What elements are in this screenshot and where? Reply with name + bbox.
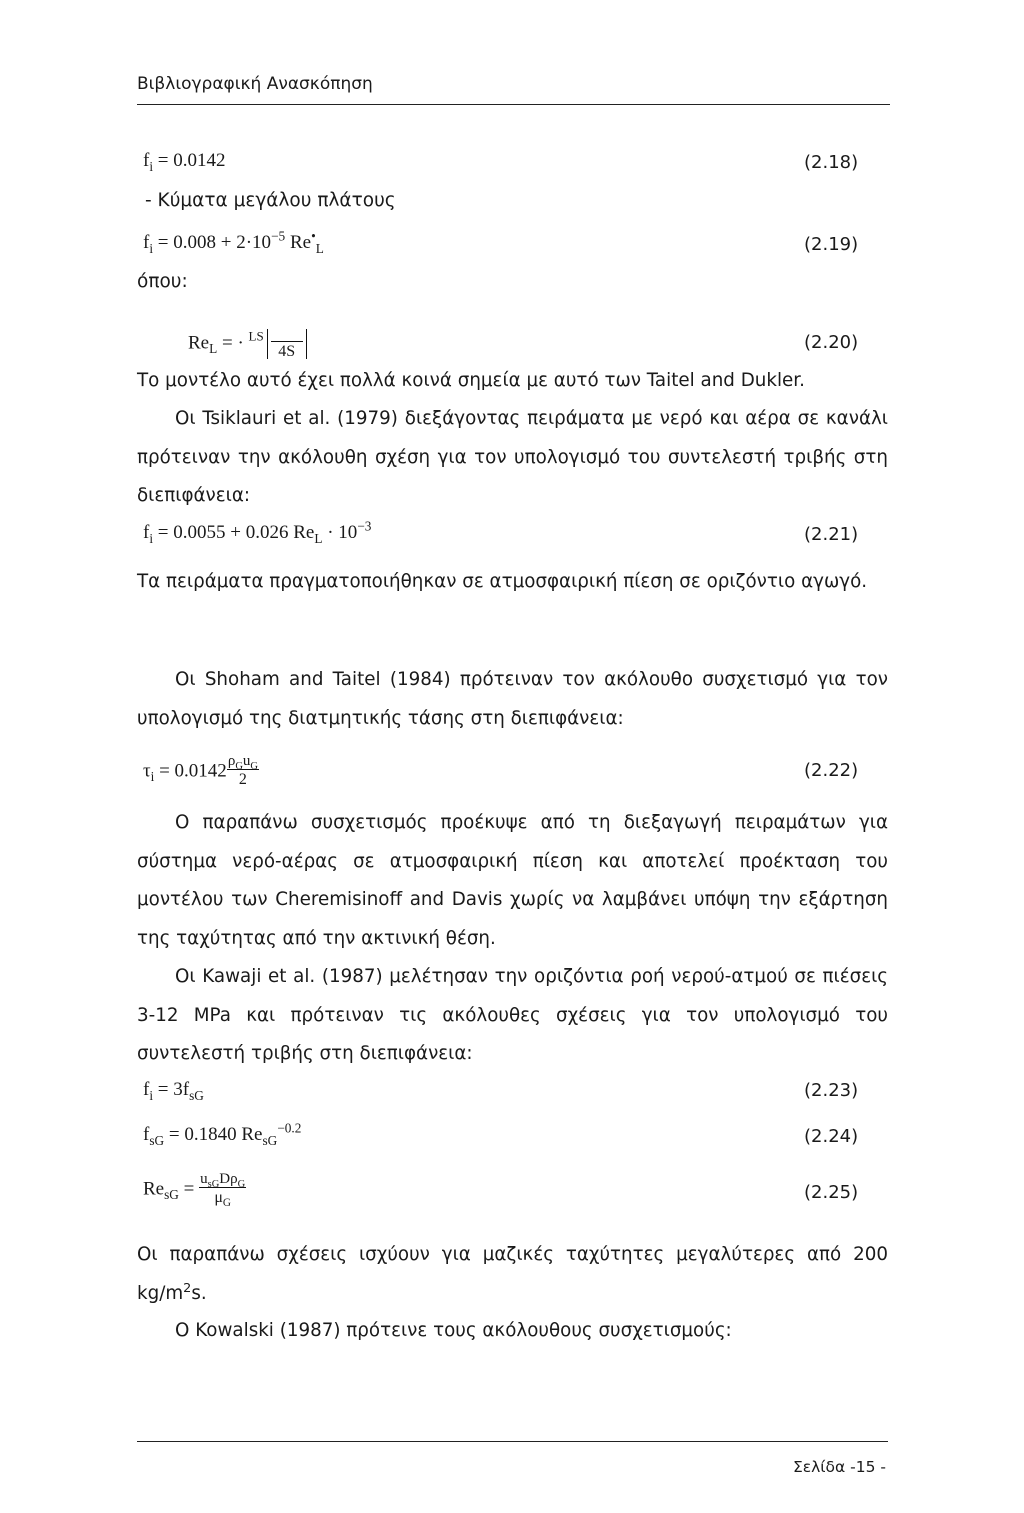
- eq-lhs-sub: sG: [164, 1187, 179, 1203]
- eq-lhs-sub: L: [209, 341, 218, 357]
- eq-lhs-sub: i: [149, 530, 154, 546]
- u-symbol: u: [200, 1171, 208, 1187]
- eq-fraction-num: [227, 754, 259, 770]
- equation-2-25: [143, 1172, 246, 1208]
- unit-suffix: s.: [191, 1282, 207, 1304]
- u-sub: G: [250, 761, 258, 772]
- where-label: όπου:: [137, 271, 188, 292]
- eq-lhs-sub: i: [149, 1087, 154, 1103]
- paragraph-experiments: Τα πειράματα πραγματοποιήθηκαν σε ατμοσφαιρική πίεση σε οριζόντιο αγωγό.: [137, 571, 868, 592]
- eq-lhs-sub: i: [149, 240, 154, 256]
- mu-symbol: μ: [214, 1189, 223, 1206]
- equation-number-2-23: (2.23): [804, 1080, 859, 1101]
- rho-sub: G: [235, 761, 243, 772]
- eq-rhs-sub: sG: [189, 1087, 204, 1103]
- eq-lhs: Re: [188, 332, 210, 354]
- equation-2-22: [143, 754, 259, 790]
- eq-rhs-sup: −3: [357, 518, 372, 534]
- footer-rule: [137, 1441, 888, 1442]
- equation-2-18: [143, 150, 226, 172]
- eq-rhs: = 0.0142: [154, 760, 227, 782]
- eq-fraction-den: 2: [238, 771, 247, 788]
- paragraph-kawaji: Οι Kawaji et al. (1987) μελέτησαν την οριζόντια ροή νερού-ατμού σε πιέσεις 3-12 MPa και πρότειναν τις ακόλουθες σχέσεις για τον υπολογισμό του συντελεστή τριβής στη διεπιφάνεια:: [137, 966, 888, 1064]
- eq-fraction: [199, 1172, 246, 1208]
- paragraph-tsiklauri: Οι Tsiklauri et al. (1979) διεξάγοντας πειράματα με νερό και αέρα σε κανάλι πρότειναν την ακόλουθη σχέση για τον υπολογισμό του συντελεστή τριβής στη διεπιφάνεια:: [137, 408, 888, 506]
- eq-fraction-den: [199, 1188, 246, 1208]
- equation-number-2-18: (2.18): [804, 152, 859, 173]
- eq-lhs: f: [143, 1079, 150, 1100]
- bracket-right: [306, 329, 307, 359]
- eq-fraction-num: [199, 1172, 246, 1188]
- eq-equals: =: [178, 1178, 200, 1200]
- equation-number-2-21: (2.21): [804, 524, 859, 545]
- eq-lhs: f: [143, 522, 150, 543]
- eq-rhs-b-sub: L: [315, 240, 324, 256]
- eq-rhs-b-sup: •: [311, 228, 316, 244]
- mu-sub: G: [222, 1197, 231, 1210]
- equation-2-20: [188, 326, 310, 362]
- eq-rhs-sup: −5: [271, 228, 286, 244]
- eq-top-label: LS: [248, 328, 264, 344]
- paragraph-taitel-dukler: Το μοντέλο αυτό έχει πολλά κοινά σημεία με αυτό των Taitel and Dukler.: [137, 370, 805, 391]
- equation-2-23: [143, 1079, 204, 1101]
- equation-2-21: [143, 518, 372, 546]
- rho-sub: G: [237, 1179, 246, 1190]
- eq-lhs-sub: sG: [149, 1132, 165, 1148]
- bracket-left: [267, 329, 268, 359]
- eq-rhs-a: = 0.008 + 2·10: [153, 232, 272, 253]
- paragraph-mass-velocity-text: Οι παραπάνω σχέσεις ισχύουν για μαζικές ταχύτητες μεγαλύτερες από 200 kg/m: [137, 1244, 888, 1304]
- eq-equals: = ·: [217, 332, 249, 354]
- eq-lhs: τ: [143, 760, 151, 782]
- equation-2-24: [143, 1120, 302, 1148]
- eq-rhs-sub: sG: [262, 1132, 278, 1148]
- eq-rhs-sub: L: [314, 530, 323, 546]
- paragraph-shoham-taitel: Οι Shoham and Taitel (1984) πρότειναν τον ακόλουθο συσχετισμό για τον υπολογισμό της διατμητικής τάσης στη διεπιφάνεια:: [137, 669, 888, 729]
- u-symbol: u: [242, 753, 251, 769]
- equation-number-2-25: (2.25): [804, 1182, 859, 1203]
- equation-2-19: [143, 228, 324, 256]
- eq-fraction-den: 4S: [278, 343, 296, 360]
- eq-fraction: [271, 326, 303, 362]
- eq-rhs: = 3f: [153, 1079, 190, 1100]
- equation-number-2-20: (2.20): [804, 332, 859, 353]
- header-rule: [137, 104, 890, 105]
- eq-rhs-sup: −0.2: [277, 1120, 302, 1136]
- eq-lhs-sub: i: [149, 158, 154, 174]
- paragraph-mass-velocity: [137, 1236, 888, 1313]
- eq-rhs-a: = 0.0055 + 0.026 Re: [153, 522, 315, 543]
- eq-lhs: f: [143, 150, 150, 171]
- page-number: Σελίδα -15 -: [792, 1458, 886, 1476]
- subheading-large-waves: - Κύματα μεγάλου πλάτους: [145, 190, 396, 211]
- eq-lhs: f: [143, 232, 150, 253]
- running-header: Βιβλιογραφική Ανασκόπηση: [137, 74, 373, 94]
- paragraph-kowalski: Ο Kowalski (1987) πρότεινε τους ακόλουθους συσχετισμούς:: [175, 1320, 732, 1341]
- eq-lhs: Re: [143, 1178, 165, 1200]
- eq-fraction: [227, 754, 259, 790]
- eq-rhs-b: · 10: [322, 522, 358, 543]
- eq-lhs: f: [143, 1124, 150, 1145]
- eq-rhs-b: Re: [285, 232, 312, 253]
- equation-number-2-22: (2.22): [804, 760, 859, 781]
- d-rho-symbol: Dρ: [219, 1171, 238, 1187]
- u-sub: sG: [207, 1179, 220, 1190]
- equation-number-2-19: (2.19): [804, 234, 859, 255]
- unit-exponent: 2: [183, 1280, 192, 1296]
- paragraph-correlation-origin: Ο παραπάνω συσχετισμός προέκυψε από τη διεξαγωγή πειραμάτων για σύστημα νερό-αέρας σε ατμοσφαιρική πίεση και αποτελεί προέκταση του μοντέλου των Cheremisinoff and Davis χωρίς να λαμβάνει υπόψη την εξάρτηση της ταχύτητας από την ακτινική θέση.: [137, 812, 888, 949]
- equation-number-2-24: (2.24): [804, 1126, 859, 1147]
- eq-rhs: = 0.1840 Re: [164, 1124, 263, 1145]
- rho-symbol: ρ: [227, 753, 236, 769]
- eq-lhs-sub: i: [150, 769, 155, 785]
- eq-rhs: = 0.0142: [153, 150, 226, 171]
- eq-fraction-num: [271, 326, 303, 342]
